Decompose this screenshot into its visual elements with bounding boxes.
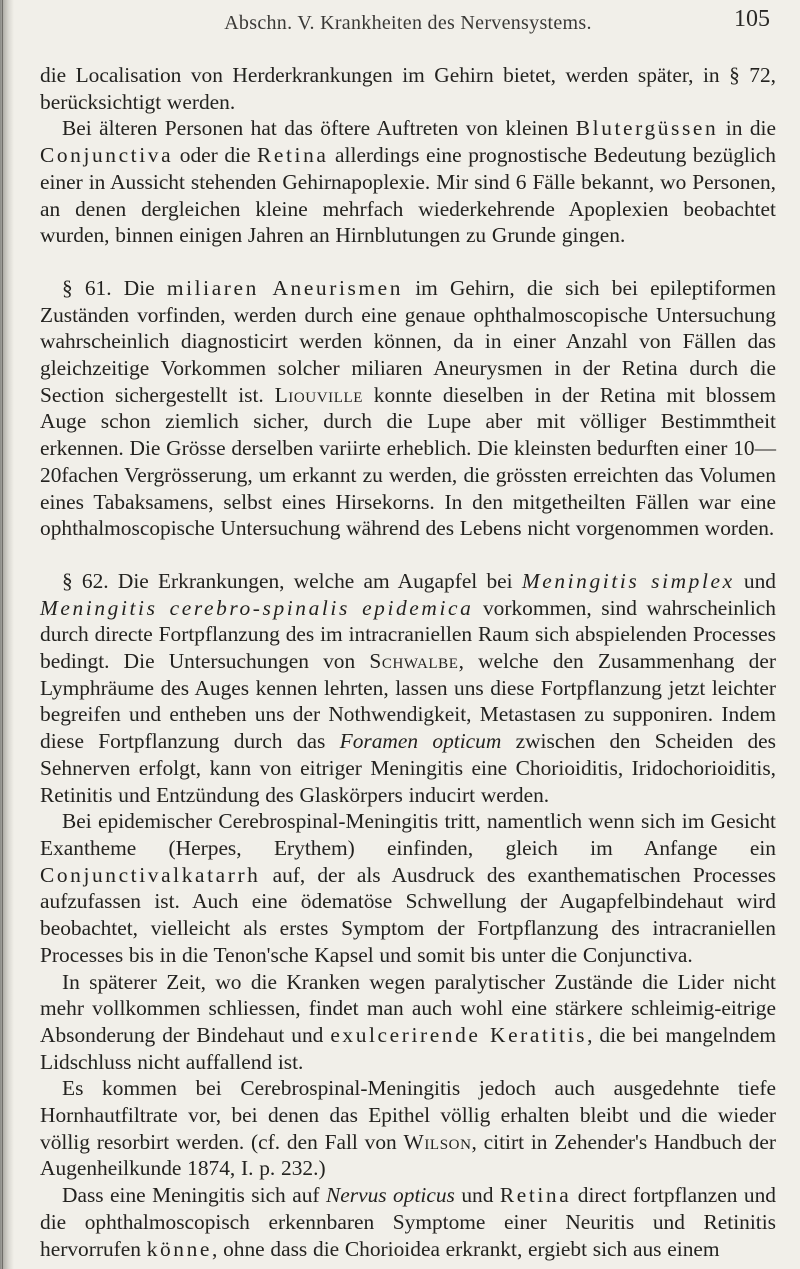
paragraph-blutergusse	[40, 115, 776, 249]
text-run: Bei epidemischer Cerebrospinal-Meningitis tritt, namentlich wenn sich im Gesicht Exantheme (Herpes, Erythem) einfinden, gleich im Anfange ein	[40, 809, 776, 860]
paragraph-localisation: die Localisation von Herderkrankungen im Gehirn bietet, werden später, in § 72, berücksichtigt werden.	[40, 63, 776, 114]
text-run: vorkommen, sind wahrscheinlich durch directe Fortpflanzung des im intracraniellen Raum sich abspielenden Processes bedingt. Die Untersuchungen von	[40, 595, 776, 674]
text-run: Dass eine Meningitis sich auf	[62, 1183, 326, 1208]
text-run: Bei älteren Personen hat das öftere Auftreten von kleinen	[62, 116, 576, 141]
paragraph-epidemic-meningitis	[40, 808, 776, 968]
spaced-term: exulcerirende Keratitis	[330, 1022, 588, 1047]
text-run: und	[734, 568, 776, 593]
spaced-term: miliaren Aneurismen	[166, 275, 404, 300]
spaced-term: könne	[146, 1236, 212, 1261]
paragraph-section-62	[40, 568, 776, 808]
italic-term: Meningitis simplex	[521, 568, 735, 593]
spaced-term: Conjunctivalkatarrh	[40, 862, 261, 887]
text-run: zwischen den Scheiden des Sehnerven erfolgt, kann von eitriger Meningitis eine Chorioiditis, Iridochorioiditis, Retinitis und Entzündung des Glaskörpers inducirt werden.	[40, 729, 776, 807]
running-head	[40, 6, 776, 40]
text-run: § 62. Die Erkrankungen, welche am Augapfel bei	[62, 568, 522, 593]
text-run: , citirt in Zehender's Handbuch der Augenheilkunde 1874, I. p. 232.)	[40, 1129, 776, 1181]
paragraph-optic-nerve	[40, 1182, 776, 1262]
text-run: § 61. Die	[62, 275, 167, 300]
text-run: im Gehirn, die sich bei epileptiformen Zuständen vorfinden, werden durch eine genaue ophthalmoscopische Untersuchung wahrscheinlich diagnosticirt werden können, da in einer Anzahl von Fällen das gleichzeitige Vorkommen solcher miliaren Aneurysmen in der Retina durch die Section sichergestellt ist.	[40, 275, 777, 407]
page-number: 105	[734, 6, 770, 32]
text-run: allerdings eine prognostische Bedeutung bezüglich einer in Aussicht stehenden Gehirnapoplexie. Mir sind 6 Fälle bekannt, wo Personen, an denen dergleichen kleine mehrfach wiederkehrende Apoplexien beobachtet wurden, binnen einigen Jahren an Hirnblutungen zu Grunde gingen.	[40, 143, 776, 248]
book-spine-edge	[2, 0, 3, 1269]
spaced-term: Blutergüssen	[575, 116, 719, 141]
spaced-term: Conjunctiva	[40, 143, 174, 168]
text-run: oder die	[173, 143, 258, 168]
author-name: Liouville	[274, 382, 364, 407]
italic-term: Meningitis cerebro-spinalis epidemica	[40, 595, 474, 620]
paragraph-later-stage	[40, 969, 776, 1076]
paragraph-corneal-infiltrates	[40, 1075, 776, 1182]
italic-term: Nervus opticus	[326, 1183, 455, 1208]
italic-term: Foramen opticum	[339, 729, 502, 754]
text-run: direct fortpflanzen und die ophthalmoscopisch erkennbaren Symptome einer Neuritis und Retinitis hervorrufen	[40, 1183, 776, 1261]
spaced-term: Retina	[257, 143, 329, 168]
text-run: , ohne dass die Chorioidea erkrankt, ergiebt sich aus einem	[212, 1236, 720, 1261]
book-page	[40, 6, 777, 1262]
author-name: Wilson	[403, 1129, 472, 1154]
text-run: auf, der als Ausdruck des exanthematischen Processes aufzufassen ist. Auch eine ödematöse Schwellung der Augapfelbindehaut wird beobachtet, vielleicht als erstes Symptom der Fortpflanzung des intracraniellen Processes bis in die Tenon'sche Kapsel und somit bis unter die Conjunctiva.	[40, 862, 776, 967]
text-run: , welche den Zusammenhang der Lymphräume des Auges kennen lehrten, lassen uns diese Fortpflanzung jetzt leichter begreifen und entheben uns der Nothwendigkeit, Metastasen zu supponiren. Indem diese Fortpflanzung durch das	[40, 649, 776, 754]
text-run: In späterer Zeit, wo die Kranken wegen paralytischer Zustände die Lider nicht mehr vollkommen schliessen, findet man auch wohl eine stärkere schleimig-eitrige Absonderung der Bindehaut und	[40, 969, 776, 1047]
spaced-term: Retina	[499, 1183, 572, 1208]
author-name: Schwalbe	[369, 649, 459, 674]
text-run: konnte dieselben in der Retina mit blossem Auge schon ziemlich sicher, durch die Lupe aber mit völliger Bestimmtheit erkennen. Die Grösse derselben variirte erheblich. Die kleinsten bedurften einer 10—20fachen Vergrösserung, um erkannt zu werden, die grössten erreichten das Volumen eines Tabaksamens, selbst eines Hirsekorns. In den mitgetheilten Fällen war eine ophthalmoscopische Untersuchung während des Lebens nicht vorgenommen worden.	[40, 382, 776, 541]
text-run: und	[454, 1183, 500, 1208]
section-title: Abschn. V. Krankheiten des Nervensystems.	[224, 12, 592, 34]
text-run: Es kommen bei Cerebrospinal-Meningitis jedoch auch ausgedehnte tiefe Hornhautfiltrate vor, bei denen das Epithel völlig erhalten bleibt und die wieder völlig resorbirt werden. (cf. den Fall von	[40, 1076, 776, 1154]
paragraph-section-61	[40, 275, 776, 542]
text-run: in die	[718, 116, 776, 141]
text-run: , die bei mangelndem Lidschluss nicht auffallend ist.	[40, 1022, 776, 1074]
